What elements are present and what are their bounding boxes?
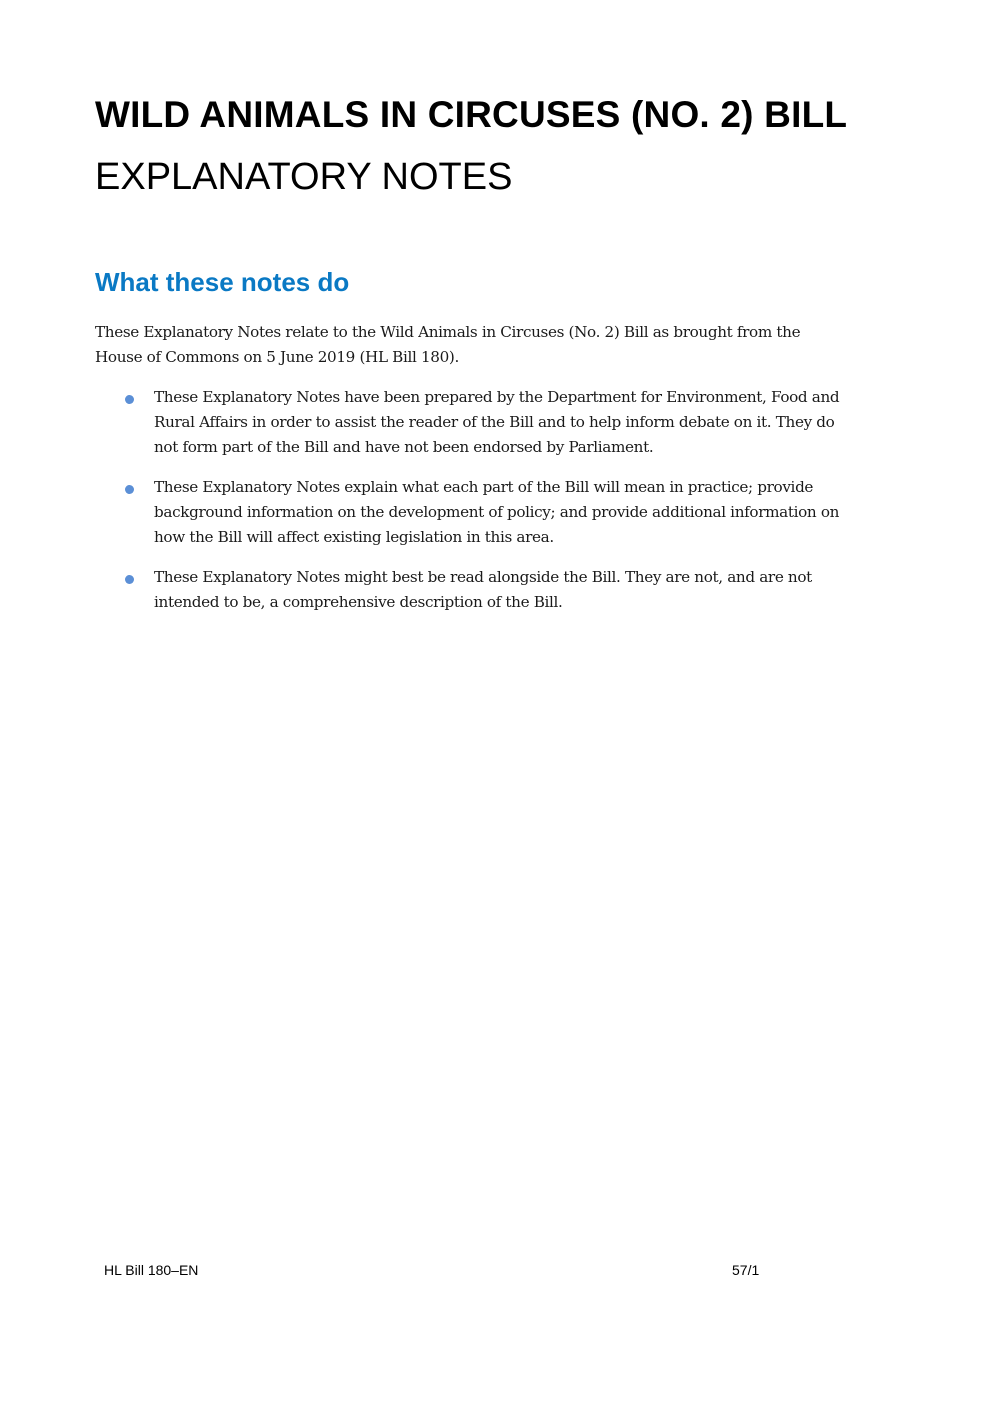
bullet-icon — [125, 395, 134, 404]
text-line: Rural Affairs in order to assist the reader of the Bill and to help inform debate on it. They do — [154, 413, 835, 431]
section-heading: What these notes do — [95, 267, 350, 297]
text-line: These Explanatory Notes explain what each part of the Bill will mean in practice; provide — [154, 478, 814, 496]
document-title: WILD ANIMALS IN CIRCUSES (NO. 2) BILL — [95, 94, 848, 135]
document-subtitle: EXPLANATORY NOTES — [95, 156, 513, 198]
footer-bill-reference: HL Bill 180–EN — [104, 1262, 199, 1278]
list-item — [125, 565, 812, 615]
text-line: background information on the development of policy; and provide additional information on — [154, 503, 840, 521]
list-item — [125, 385, 839, 460]
text-line: intended to be, a comprehensive description of the Bill. — [154, 593, 563, 611]
text-line: These Explanatory Notes relate to the Wild Animals in Circuses (No. 2) Bill as brought from the — [95, 323, 801, 341]
text-line: House of Commons on 5 June 2019 (HL Bill 180). — [95, 348, 459, 366]
intro-paragraph — [95, 320, 800, 370]
bullet-icon — [125, 575, 134, 584]
text-line: not form part of the Bill and have not been endorsed by Parliament. — [154, 438, 654, 456]
text-line: how the Bill will affect existing legislation in this area. — [154, 528, 554, 546]
bullet-text — [154, 565, 812, 615]
text-line: These Explanatory Notes have been prepared by the Department for Environment, Food and — [154, 388, 840, 406]
list-item — [125, 475, 839, 550]
bullet-text — [154, 385, 839, 460]
bullet-icon — [125, 485, 134, 494]
footer-page-number: 57/1 — [732, 1262, 760, 1278]
bullet-text — [154, 475, 839, 550]
text-line: These Explanatory Notes might best be read alongside the Bill. They are not, and are not — [154, 568, 812, 586]
